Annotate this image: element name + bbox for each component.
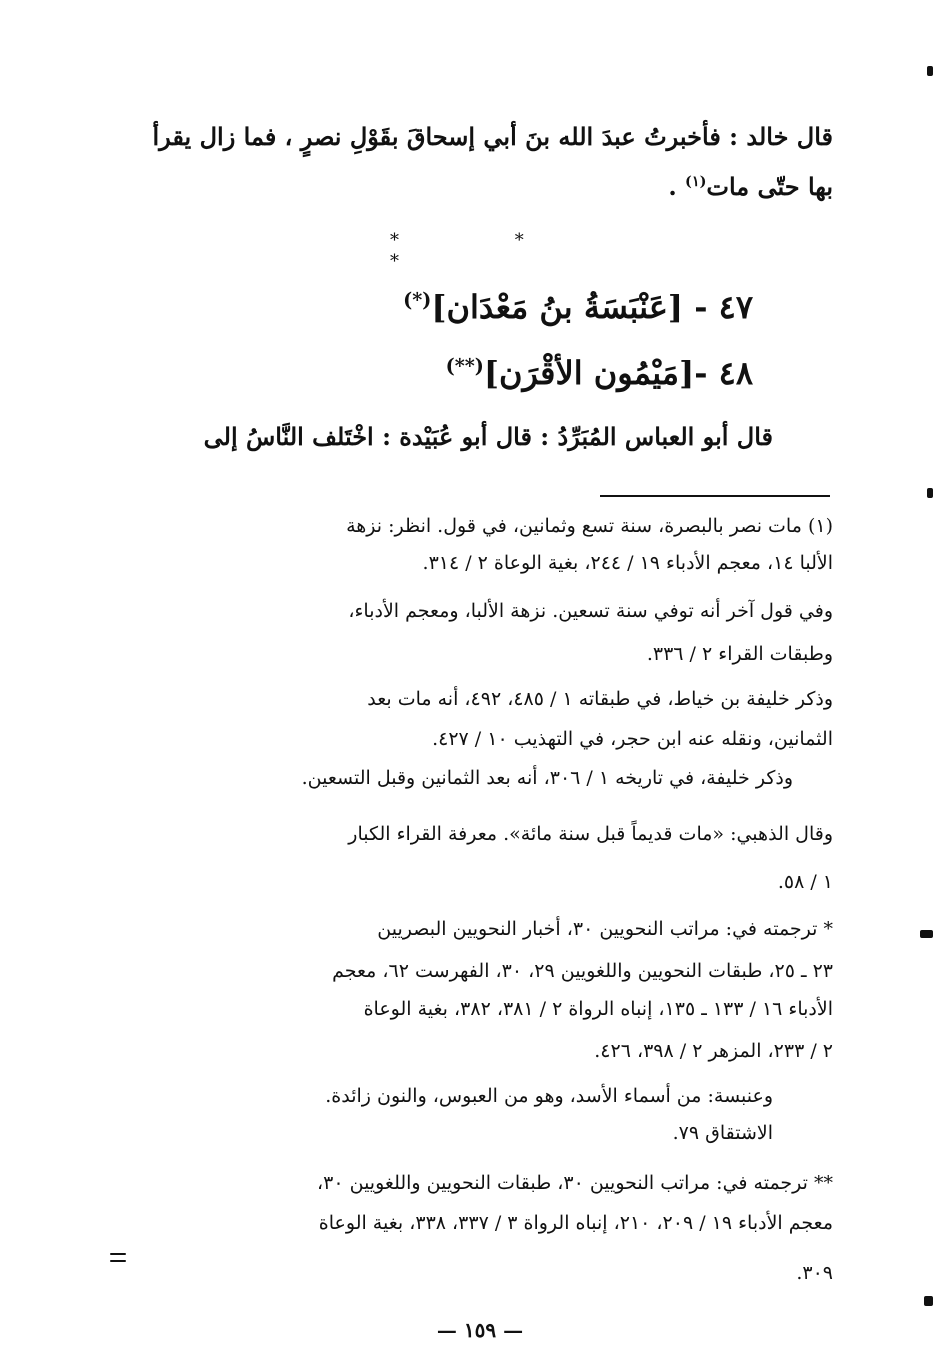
footnote-line: ١ / ٥٨. xyxy=(777,871,833,893)
footnote-line: الثمانين، ونقله عنه ابن حجر، في التهذيب ١٠ / ٤٢٧. xyxy=(432,728,833,750)
entry-47-footnote-mark: (*) xyxy=(403,288,432,312)
footnote-line: وذكر خليفة، في تاريخه ١ / ٣٠٦، أنه بعد الثمانين وقبل التسعين. xyxy=(301,767,793,789)
scan-edge-mark xyxy=(920,930,933,938)
footnote-star-line: وعنبسة: من أسماء الأسد، وهو من العبوس، والنون زائدة. xyxy=(325,1085,773,1107)
footnote-star-line: الأدباء ١٦ / ١٣٣ ـ ١٣٥، إنباه الرواة ٢ / ٣٨١، ٣٨٢، بغية الوعاة xyxy=(363,998,833,1020)
entry-47-title: ٤٧ - [عَنْبَسَةُ بنُ مَعْدَان] xyxy=(431,288,753,326)
footnote-star-line: ٢ / ٢٣٣، المزهر ٢ / ٣٩٨، ٤٢٦. xyxy=(594,1040,833,1062)
entry-48-title: ٤٨ -[مَيْمُون الأقْرَن] xyxy=(483,354,753,392)
footnote-line: (١) مات نصر بالبصرة، سنة تسع وثمانين، في قول. انظر: نزهة xyxy=(346,515,833,537)
footnote-rule xyxy=(600,495,830,497)
footnote-line: وفي قول آخر أنه توفي سنة تسعين. نزهة الألبا، ومعجم الأدباء، xyxy=(348,600,833,622)
footnote-double-star-line: ٣٠٩. xyxy=(796,1262,833,1284)
body-line-1: قال خالد : فأخبرتُ عبدَ الله بنَ أبي إسحاقَ بقَوْلِ نصرٍ ، فما زال يقرأ xyxy=(152,122,833,151)
page-number: — ١٥٩ — xyxy=(436,1318,524,1342)
footnote-double-star-line: ** ترجمته في: مراتب النحويين ٣٠، طبقات النحويين واللغويين ٣٠، xyxy=(317,1172,833,1194)
scan-edge-mark xyxy=(924,1296,933,1306)
footnote-line: وطبقات القراء ٢ / ٣٣٦. xyxy=(646,643,833,665)
footnote-line: الألبا ١٤، معجم الأدباء ١٩ / ٢٤٤، بغية الوعاة ٢ / ٣١٤. xyxy=(422,552,833,574)
footnote-double-star-line: معجم الأدباء ١٩ / ٢٠٩، ٢١٠، إنباه الرواة ٣ / ٣٣٧، ٣٣٨، بغية الوعاة xyxy=(318,1212,833,1234)
scan-edge-mark xyxy=(927,488,933,498)
scan-edge-mark xyxy=(110,1253,126,1255)
body-line-2-text: بها حتّى مات xyxy=(706,172,833,201)
entry-47-heading xyxy=(403,288,753,326)
footnote-star-line: * ترجمته في: مراتب النحويين ٣٠، أخبار النحويين البصريين xyxy=(377,918,833,940)
footnote-ref-1: (١) xyxy=(685,173,707,190)
footnote-line: وقال الذهبي: «مات قديماً قبل سنة مائة». معرفة القراء الكبار xyxy=(348,823,833,845)
body-line-2-end: . xyxy=(668,172,686,201)
footnote-star-line: الاشتقاق ٧٩. xyxy=(672,1122,773,1144)
entry-48-footnote-mark: (**) xyxy=(445,354,484,378)
scan-edge-mark xyxy=(927,66,933,76)
scan-edge-mark xyxy=(110,1260,126,1262)
section-separator: * * * xyxy=(390,230,579,272)
footnote-star-line: ٢٣ ـ ٢٥، طبقات النحويين واللغويين ٢٩، ٣٠، الفهرست ٦٢، معجم xyxy=(332,960,833,982)
entry-48-heading xyxy=(446,354,753,392)
body-line-2 xyxy=(668,172,833,201)
footnote-line: وذكر خليفة بن خياط، في طبقاته ١ / ٤٨٥، ٤٩٢، أنه مات بعد xyxy=(367,688,833,710)
entry-48-text: قال أبو العباس المُبَرِّدُ : قال أبو عُبَيْدة : اخْتَلف النَّاسُ إلى xyxy=(203,422,773,451)
